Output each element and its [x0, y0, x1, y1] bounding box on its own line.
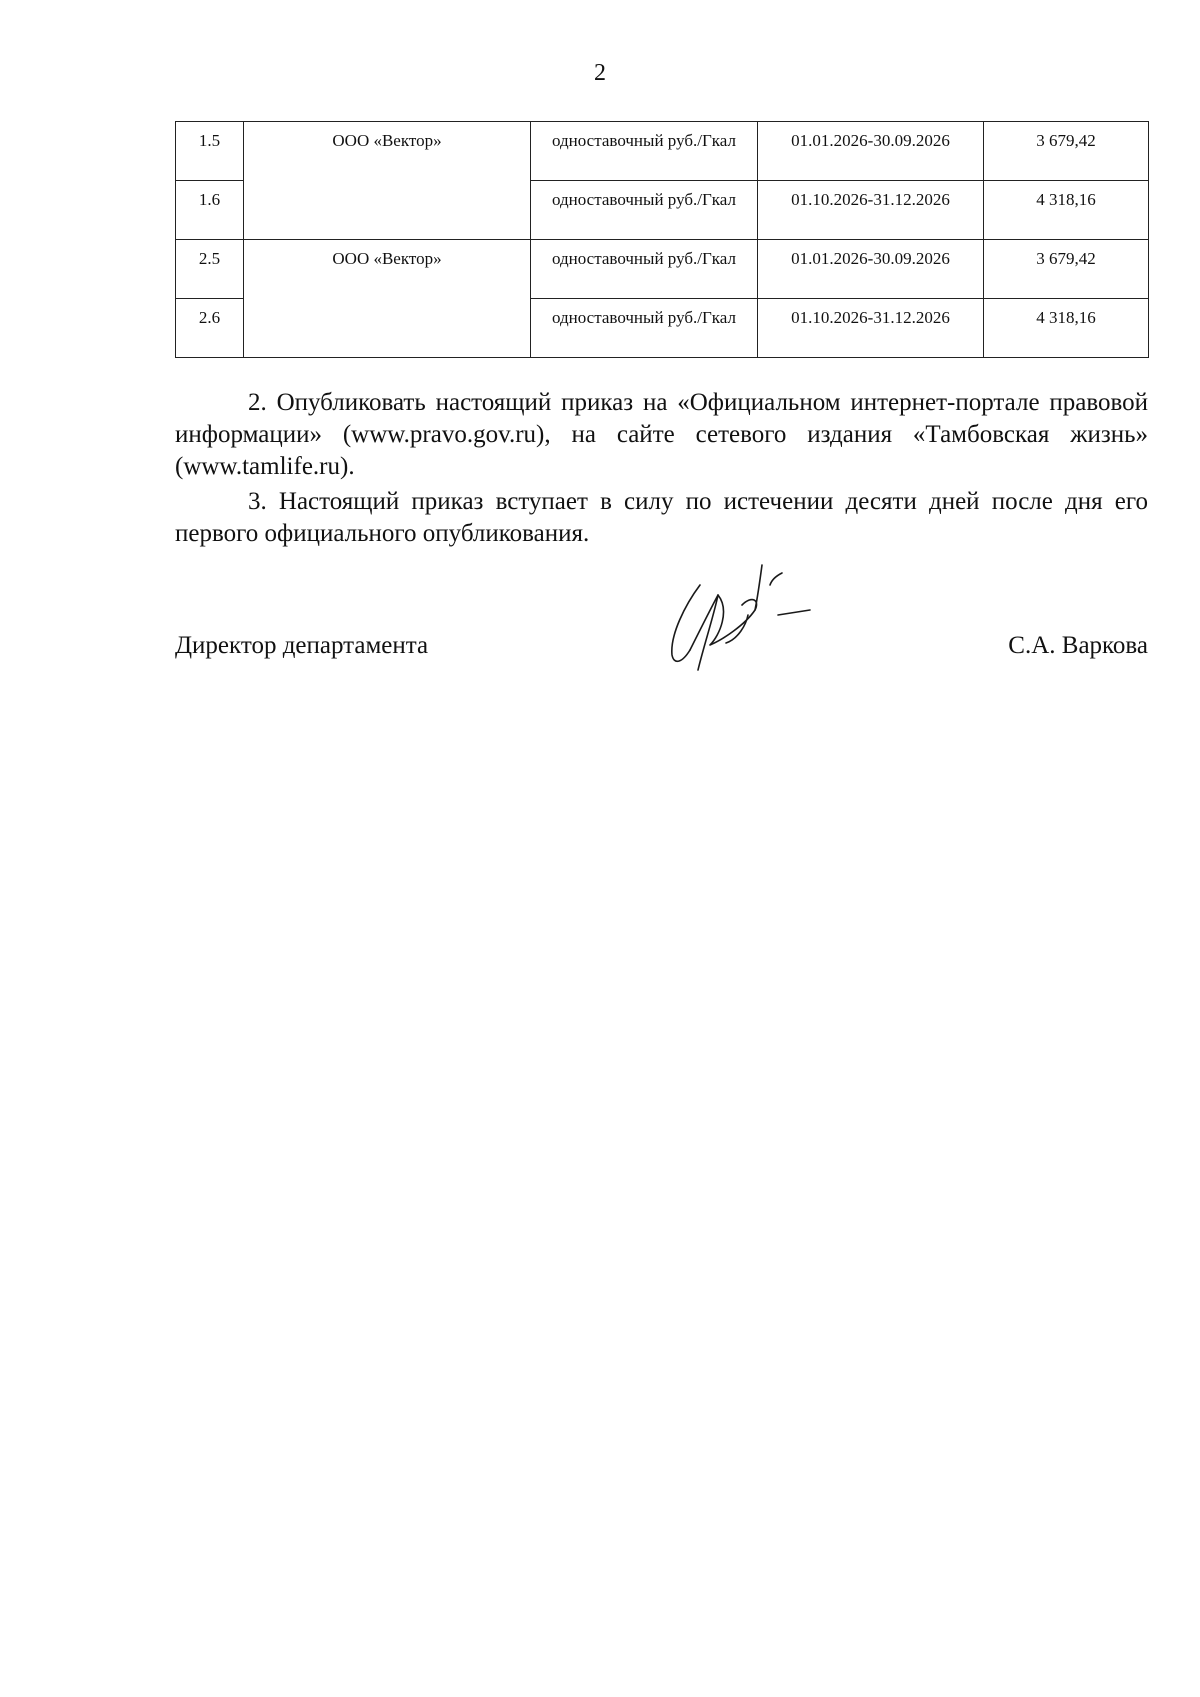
tariff-value-cell: 3 679,42: [984, 122, 1149, 181]
period-cell: 01.10.2026-31.12.2026: [758, 181, 984, 240]
rate-type-cell: одноставочный руб./Гкал: [531, 299, 758, 358]
organization-cell: ООО «Вектор»: [244, 240, 531, 358]
tariff-table: [175, 121, 1149, 358]
row-number: 1.6: [176, 181, 244, 240]
tariff-value-cell: 4 318,16: [984, 299, 1149, 358]
row-number: 2.6: [176, 299, 244, 358]
paragraph-effective-date: 3. Настоящий приказ вступает в силу по истечении десяти дней после дня его первого официального опубликования.: [175, 488, 1148, 547]
organization-cell: ООО «Вектор»: [244, 122, 531, 240]
effective-date-clause: [175, 486, 1148, 550]
tariff-value-cell: 4 318,16: [984, 181, 1149, 240]
rate-type-cell: одноставочный руб./Гкал: [531, 181, 758, 240]
tariff-value-cell: 3 679,42: [984, 240, 1149, 299]
table-row: [176, 122, 1149, 181]
row-number: 2.5: [176, 240, 244, 299]
row-number: 1.5: [176, 122, 244, 181]
period-cell: 01.10.2026-31.12.2026: [758, 299, 984, 358]
signer-position: Директор департамента: [175, 632, 429, 659]
table-row: [176, 240, 1149, 299]
page-number: 2: [594, 60, 606, 86]
signer-name: С.А. Варкова: [1008, 632, 1148, 659]
period-cell: 01.01.2026-30.09.2026: [758, 240, 984, 299]
period-cell: 01.01.2026-30.09.2026: [758, 122, 984, 181]
rate-type-cell: одноставочный руб./Гкал: [531, 240, 758, 299]
rate-type-cell: одноставочный руб./Гкал: [531, 122, 758, 181]
paragraph-publication: 2. Опубликовать настоящий приказ на «Официальном интернет-портале правовой информации» (www.pravo.gov.ru), на сайте сетевого издания «Тамбовская жизнь» (www.tamlife.ru).: [175, 389, 1148, 480]
handwritten-signature: [660, 555, 840, 680]
publication-clause: [175, 387, 1148, 483]
